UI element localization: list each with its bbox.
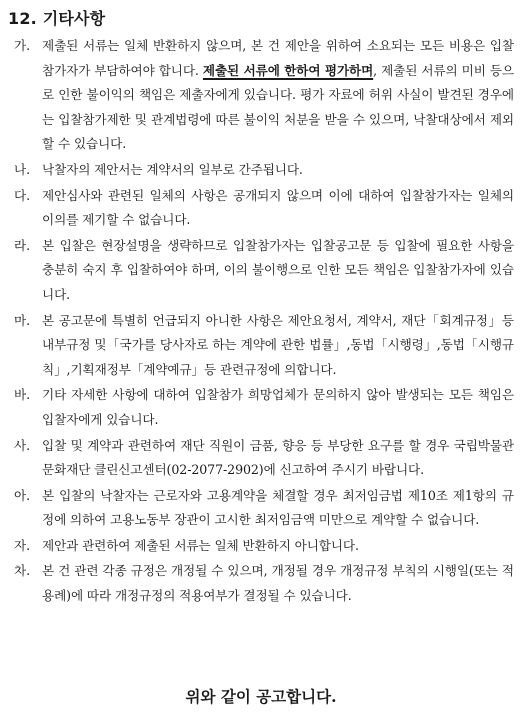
item-marker: 바. xyxy=(14,387,31,403)
list-item xyxy=(14,484,514,533)
item-marker: 라. xyxy=(14,237,31,253)
item-marker: 아. xyxy=(14,487,31,503)
item-text: 본 입찰의 낙찰자는 근로자와 고용계약을 체결할 경우 최저임금법 제10조 제1항의 규정에 의하여 고용노동부 장관이 고시한 최저임금액 미만으로 계약할 수 없습니다. xyxy=(42,487,514,528)
item-text: 낙찰자의 제안서는 계약서의 일부로 간주됩니다. xyxy=(42,161,303,177)
item-text: 기타 자세한 사항에 대하여 입찰참가 희망업체가 문의하지 않아 발생되는 모든 책임은 입찰자에게 있습니다. xyxy=(42,387,514,427)
item-text: 본 공고문에 특별히 언급되지 아니한 사항은 제안요청서, 계약서, 재단「회계규정」등 내부규정 및「국가를 당사자로 하는 계약에 관한 법률」,동법「시행령」,동법「시행규칙」,기획재정부「계약예규」등 관련규정에 의합니다. xyxy=(42,312,514,377)
item-text: 본 입찰은 현장설명을 생략하므로 입찰참가자는 입찰공고문 등 입찰에 필요한 사항을 충분히 숙지 후 입찰하여야 하며, 이의 불이행으로 인한 모든 책임은 입찰참가자에 있습니다. xyxy=(42,237,514,302)
list-item xyxy=(14,234,514,308)
item-marker: 차. xyxy=(14,563,31,579)
item-text xyxy=(42,34,514,157)
item-marker: 다. xyxy=(14,187,31,203)
item-marker: 가. xyxy=(14,38,31,53)
item-text: 제안심사와 관련된 일체의 사항은 공개되지 않으며 이에 대하여 입찰참가자는 일체의 이의를 제기할 수 없습니다. xyxy=(42,187,514,228)
emphasis-text: 제출된 서류에 한하여 평가하며 xyxy=(202,62,374,78)
list-item xyxy=(14,434,514,483)
item-marker: 마. xyxy=(14,312,31,328)
list-item xyxy=(14,534,514,559)
list-item xyxy=(14,158,514,183)
list-item xyxy=(14,309,514,383)
section-title: 12. 기타사항 xyxy=(8,9,106,28)
item-text: 입찰 및 계약과 관련하여 재단 직원이 금품, 향응 등 부당한 요구를 할 경우 국립박물관문화재단 클린신고센터(02-2077-2902)에 신고하여 주시기 바랍니다. xyxy=(42,437,514,478)
item-marker: 사. xyxy=(14,437,31,453)
item-marker: 나. xyxy=(14,161,31,177)
list-item xyxy=(14,559,514,608)
list-item xyxy=(14,383,514,432)
closing-statement: 위와 같이 공고합니다. xyxy=(185,687,337,706)
item-text: 본 건 관련 각종 규정은 개정될 수 있으며, 개정될 경우 개정규정 부칙의 시행일(또는 적용례)에 따라 개정규정의 적용여부가 결정될 수 있습니다. xyxy=(42,563,514,604)
list-item xyxy=(14,34,514,157)
item-text: 제안과 관련하여 제출된 서류는 일체 반환하지 아니합니다. xyxy=(42,537,359,553)
item-text-before: 제출된 서류는 일체 반환하지 않으며, 본 건 제안을 위하여 소요되는 모든 비용은 입찰참가자가 부담하여야 합니다. xyxy=(42,38,514,78)
notice-list xyxy=(14,34,514,610)
list-item xyxy=(14,184,514,233)
item-marker: 자. xyxy=(14,537,31,553)
item-text-after: , 제출된 서류의 미비 등으로 인한 불이익의 책임은 제출자에게 있습니다. 평가 자료에 허위 사실이 발견된 경우에는 입찰참가제한 및 관계법령에 따른 불이익 처분을 받을 수 있으며, 낙찰대상에서 제외할 수 있습니다. xyxy=(42,62,514,152)
